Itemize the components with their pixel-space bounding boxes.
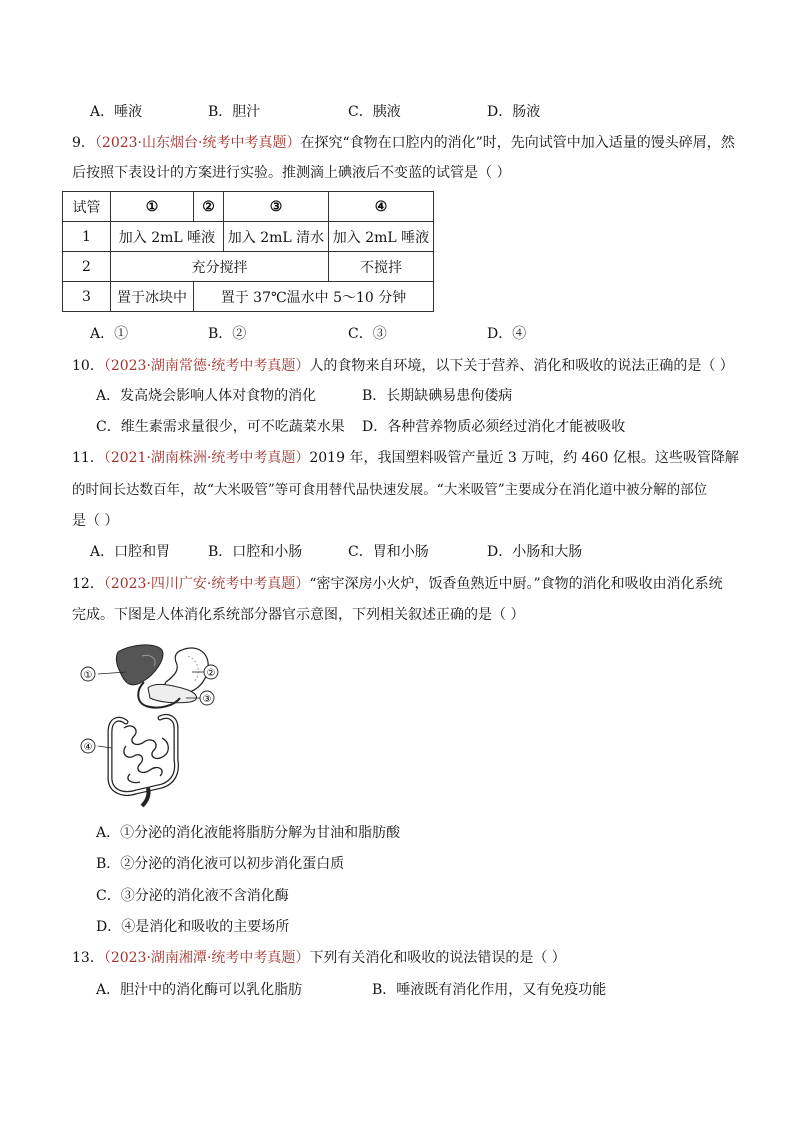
table-cell: 3 [63, 282, 111, 312]
q12-option-c: C．③分泌的消化液不含消化酶 [96, 888, 289, 904]
q12-text-1: “密宇深房小火炉，饭香鱼熟近中厨。”食物的消化和吸收由消化系统 [309, 576, 723, 592]
q10-option-a: A．发高烧会影响人体对食物的消化 [96, 388, 317, 404]
q13-stem [72, 948, 566, 968]
q11-stem-line2: 的时间长达数百年，故“大米吸管”等可食用替代品快速发展。“大米吸管”主要成分在消化道中被分解的部位 [72, 482, 708, 498]
q9-option-a: A．① [90, 326, 129, 342]
table-cell: ④ [329, 192, 434, 222]
q10-option-b: B．长期缺碘易患佝偻病 [362, 388, 513, 404]
q9-stem-line1 [72, 133, 735, 153]
q9-option-d: D．④ [487, 326, 527, 342]
q10-source: （2023·湖南常德·统考中考真题） [103, 358, 310, 374]
table-row [63, 192, 434, 222]
q11-number: 11． [72, 450, 104, 466]
q11-stem-line1 [72, 448, 739, 468]
table-cell: 试管 [63, 192, 111, 222]
q9-option-c: C．③ [348, 326, 387, 342]
table-cell: ② [194, 192, 224, 222]
q10-text: 人的食物来自环境，以下关于营养、消化和吸收的说法正确的是（ ） [309, 358, 734, 374]
table-cell: 充分搅拌 [111, 252, 329, 282]
table-cell: 加入 2mL 清水 [224, 222, 329, 252]
table-cell: 不搅拌 [329, 252, 434, 282]
label-3: ③ [202, 694, 212, 705]
q12-number: 12． [72, 576, 104, 592]
q9-option-b: B．② [208, 326, 247, 342]
q10-number: 10． [72, 358, 104, 374]
q11-text-1: 2019 年，我国塑料吸管产量近 3 万吨，约 460 亿根。这些吸管降解 [309, 450, 739, 466]
q12-stem-line1 [72, 574, 723, 594]
q12-stem-line2: 完成。下图是人体消化系统部分器官示意图，下列相关叙述正确的是（ ） [72, 607, 525, 623]
q11-option-b: B．口腔和小肠 [208, 544, 303, 560]
table-cell: 加入 2mL 唾液 [329, 222, 434, 252]
label-1: ① [83, 670, 93, 681]
q8-option-d: D．肠液 [487, 104, 541, 120]
q11-option-c: C．胃和小肠 [348, 544, 429, 560]
q9-experiment-table [62, 191, 434, 312]
table-cell: 1 [63, 222, 111, 252]
q11-source: （2021·湖南株洲·统考中考真题） [103, 450, 310, 466]
large-intestine-shape [110, 716, 176, 793]
q8-option-b: B．胆汁 [208, 104, 261, 120]
q11-option-d: D．小肠和大肠 [487, 544, 583, 560]
small-intestine-shape [124, 726, 168, 783]
q8-option-a: A．唾液 [90, 104, 143, 120]
table-cell: 2 [63, 252, 111, 282]
label-4: ④ [83, 742, 93, 753]
label-2: ② [206, 668, 216, 679]
q13-source: （2023·湖南湘潭·统考中考真题） [103, 950, 310, 966]
q13-number: 13． [72, 950, 104, 966]
table-cell: 置于 37℃温水中 5～10 分钟 [194, 282, 434, 312]
table-row [63, 222, 434, 252]
q9-source: （2023·山东烟台·统考中考真题） [94, 135, 301, 151]
q9-stem-line2: 后按照下表设计的方案进行实验。推测滴上碘液后不变蓝的试管是（ ） [72, 165, 511, 181]
q11-stem-line3: 是（ ） [72, 513, 119, 529]
table-cell: ③ [224, 192, 329, 222]
q13-text: 下列有关消化和吸收的说法错误的是（ ） [309, 950, 566, 966]
q10-stem [72, 356, 734, 376]
q13-option-b: B．唾液既有消化作用，又有免疫功能 [372, 982, 607, 998]
q9-text-1: 在探究“食物在口腔内的消化”时，先向试管中加入适量的馒头碎屑，然 [300, 135, 735, 151]
q12-source: （2023·四川广安·统考中考真题） [103, 576, 310, 592]
liver-shape [116, 645, 163, 685]
table-cell: ① [111, 192, 194, 222]
table-cell: 加入 2mL 唾液 [111, 222, 224, 252]
table-row [63, 252, 434, 282]
q8-option-c: C．胰液 [348, 104, 401, 120]
digestive-system-diagram [70, 636, 230, 808]
q11-option-a: A．口腔和胃 [90, 544, 171, 560]
q12-option-d: D．④是消化和吸收的主要场所 [96, 919, 290, 935]
table-row [63, 282, 434, 312]
q10-option-c: C．维生素需求量很少，可不吃蔬菜水果 [96, 419, 345, 435]
table-cell: 置于冰块中 [111, 282, 194, 312]
q12-option-a: A．①分泌的消化液能将脂肪分解为甘油和脂肪酸 [96, 825, 401, 841]
q12-option-b: B．②分泌的消化液可以初步消化蛋白质 [96, 856, 345, 872]
q13-option-a: A．胆汁中的消化酶可以乳化脂肪 [96, 982, 303, 998]
q10-option-d: D．各种营养物质必须经过消化才能被吸收 [362, 419, 626, 435]
q9-number: 9． [72, 135, 95, 151]
